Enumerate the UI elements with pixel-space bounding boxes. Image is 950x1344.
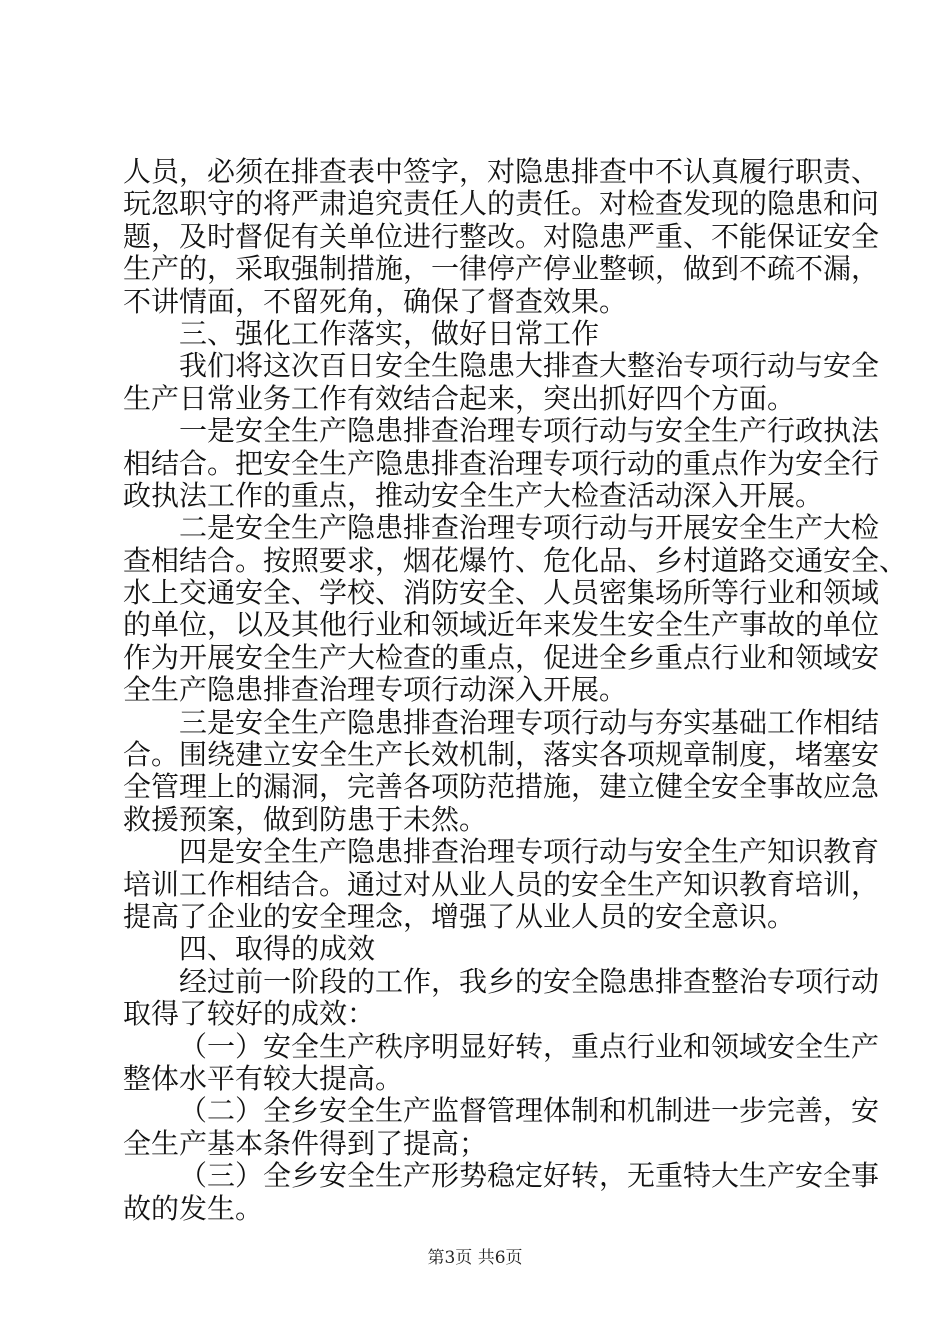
document-body — [123, 155, 908, 1225]
text-line: 取得了较好的成效： — [123, 997, 376, 1031]
text-line: 我们将这次百日安全生隐患大排查大整治专项行动与安全 — [179, 349, 880, 383]
section-heading: 四、取得的成效 — [179, 932, 376, 966]
text-line: 故的发生。 — [123, 1191, 264, 1225]
text-line: （一）安全生产秩序明显好转，重点行业和领域安全生产 — [179, 1029, 880, 1063]
text-line: 题，及时督促有关单位进行整改。对隐患严重、不能保证安全 — [123, 219, 880, 253]
text-line: 不讲情面，不留死角，确保了督查效果。 — [123, 284, 628, 318]
text-line: 生产日常业务工作有效结合起来，突出抓好四个方面。 — [123, 381, 796, 415]
text-line: 生产的，采取强制措施，一律停产停业整顿，做到不疏不漏， — [123, 252, 880, 286]
text-line: 全生产隐患排查治理专项行动深入开展。 — [123, 673, 628, 707]
text-line: 水上交通安全、学校、消防安全、人员密集场所等行业和领域 — [123, 576, 880, 610]
text-line: 培训工作相结合。通过对从业人员的安全生产知识教育培训， — [123, 867, 880, 901]
text-line: 救援预案，做到防患于未然。 — [123, 802, 488, 836]
text-line: 四是安全生产隐患排查治理专项行动与安全生产知识教育 — [179, 835, 880, 869]
page-number: 第3页 共6页 — [427, 1248, 523, 1268]
text-line: 全生产基本条件得到了提高； — [123, 1126, 488, 1160]
text-line: （三）全乡安全生产形势稳定好转，无重特大生产安全事 — [179, 1159, 880, 1193]
text-line: 政执法工作的重点，推动安全生产大检查活动深入开展。 — [123, 478, 824, 512]
text-line: 提高了企业的安全理念，增强了从业人员的安全意识。 — [123, 899, 796, 933]
section-heading: 三、强化工作落实，做好日常工作 — [179, 316, 600, 350]
text-line: 整体水平有较大提高。 — [123, 1061, 404, 1095]
text-line: 经过前一阶段的工作，我乡的安全隐患排查整治专项行动 — [179, 964, 880, 998]
text-line: 作为开展安全生产大检查的重点，促进全乡重点行业和领域安 — [123, 640, 880, 674]
text-line: 一是安全生产隐患排查治理专项行动与安全生产行政执法 — [179, 414, 880, 448]
text-line: 全管理上的漏洞，完善各项防范措施，建立健全安全事故应急 — [123, 770, 880, 804]
text-line: 相结合。把安全生产隐患排查治理专项行动的重点作为安全行 — [123, 446, 880, 480]
text-line: 三是安全生产隐患排查治理专项行动与夯实基础工作相结 — [179, 705, 880, 739]
text-line: 合。围绕建立安全生产长效机制，落实各项规章制度，堵塞安 — [123, 738, 880, 772]
text-line: 玩忽职守的将严肃追究责任人的责任。对检查发现的隐患和问 — [123, 187, 880, 221]
text-line: （二）全乡安全生产监督管理体制和机制进一步完善，安 — [179, 1094, 880, 1128]
text-line: 查相结合。按照要求，烟花爆竹、危化品、乡村道路交通安全、 — [123, 543, 908, 577]
text-line: 的单位，以及其他行业和领域近年来发生安全生产事故的单位 — [123, 608, 880, 642]
text-line: 二是安全生产隐患排查治理专项行动与开展安全生产大检 — [179, 511, 880, 545]
text-line: 人员，必须在排查表中签字，对隐患排查中不认真履行职责、 — [123, 155, 880, 188]
